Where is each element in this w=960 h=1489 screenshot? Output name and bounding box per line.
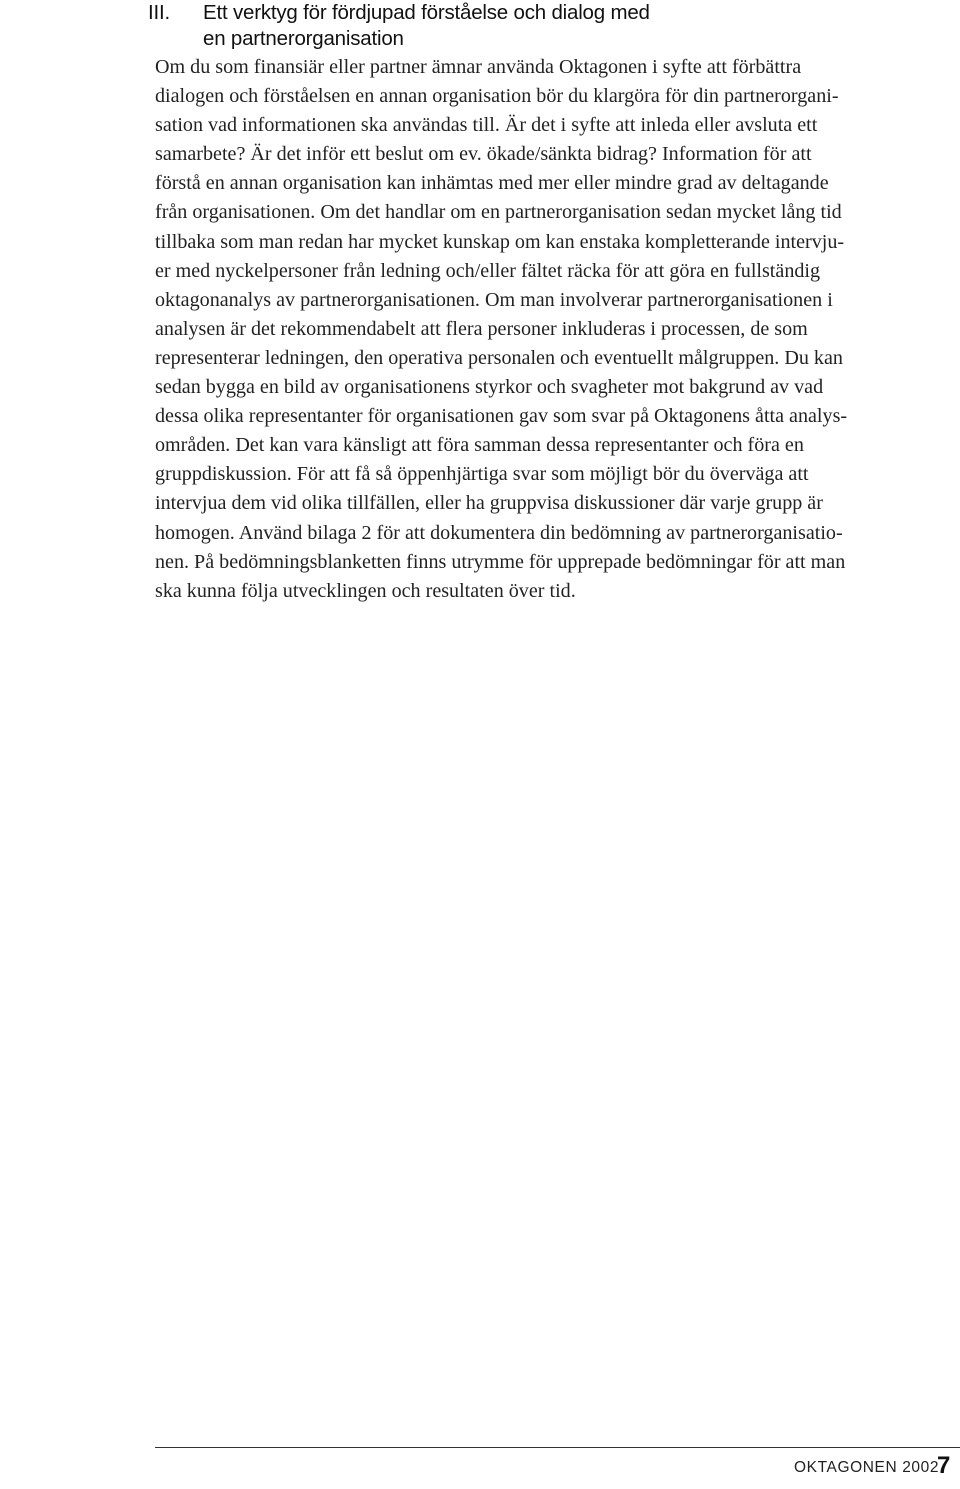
section-title-line: Ett verktyg för fördjupad förståelse och dialog med (203, 1, 650, 24)
body-line: områden. Det kan vara känsligt att föra samman dessa representanter och föra en (155, 434, 804, 457)
body-line: homogen. Använd bilaga 2 för att dokumentera din bedömning av partnerorganisatio- (155, 521, 843, 544)
body-line: dialogen och förståelsen en annan organisation bör du klargöra för din partnerorgani- (155, 85, 839, 108)
body-line: analysen är det rekommendabelt att flera personer inkluderas i processen, de som (155, 317, 808, 340)
page-number: 7 (937, 1452, 951, 1479)
section-title (203, 0, 923, 52)
body-line: gruppdiskussion. För att få så öppenhjärtiga svar som möjligt bör du överväga att (155, 463, 809, 486)
body-line: representerar ledningen, den operativa personalen och eventuellt målgruppen. Du kan (155, 346, 843, 369)
body-line: ska kunna följa utvecklingen och resultaten över tid. (155, 579, 576, 602)
section-number: III. (148, 1, 170, 24)
body-paragraph (155, 53, 960, 606)
footer-divider (155, 1447, 960, 1448)
body-line: sation vad informationen ska användas till. Är det i syfte att inleda eller avsluta ett (155, 114, 818, 137)
section-title-line: en partnerorganisation (203, 27, 404, 50)
footer-publication: OKTAGONEN 2002 (794, 1459, 940, 1476)
body-line: sedan bygga en bild av organisationens styrkor och svagheter mot bakgrund av vad (155, 376, 824, 399)
body-line: tillbaka som man redan har mycket kunskap om kan enstaka kompletterande intervju- (155, 230, 845, 253)
body-line: förstå en annan organisation kan inhämtas med mer eller mindre grad av deltagande (155, 172, 829, 195)
body-line: nen. På bedömningsblanketten finns utrymme för upprepade bedömningar för att man (155, 550, 846, 573)
body-line: dessa olika representanter för organisationen gav som svar på Oktagonens åtta analys- (155, 405, 848, 428)
body-line: intervjua dem vid olika tillfällen, eller ha gruppvisa diskussioner där varje grupp är (155, 492, 823, 515)
body-line: från organisationen. Om det handlar om en partnerorganisation sedan mycket lång tid (155, 201, 842, 224)
body-line: oktagonanalys av partnerorganisationen. Om man involverar partnerorganisationen i (155, 288, 833, 311)
body-line: samarbete? Är det inför ett beslut om ev. ökade/sänkta bidrag? Information för att (155, 143, 812, 166)
body-line: Om du som finansiär eller partner ämnar använda Oktagonen i syfte att förbättra (155, 56, 802, 78)
body-line: er med nyckelpersoner från ledning och/eller fältet räcka för att göra en fullständig (155, 259, 821, 282)
